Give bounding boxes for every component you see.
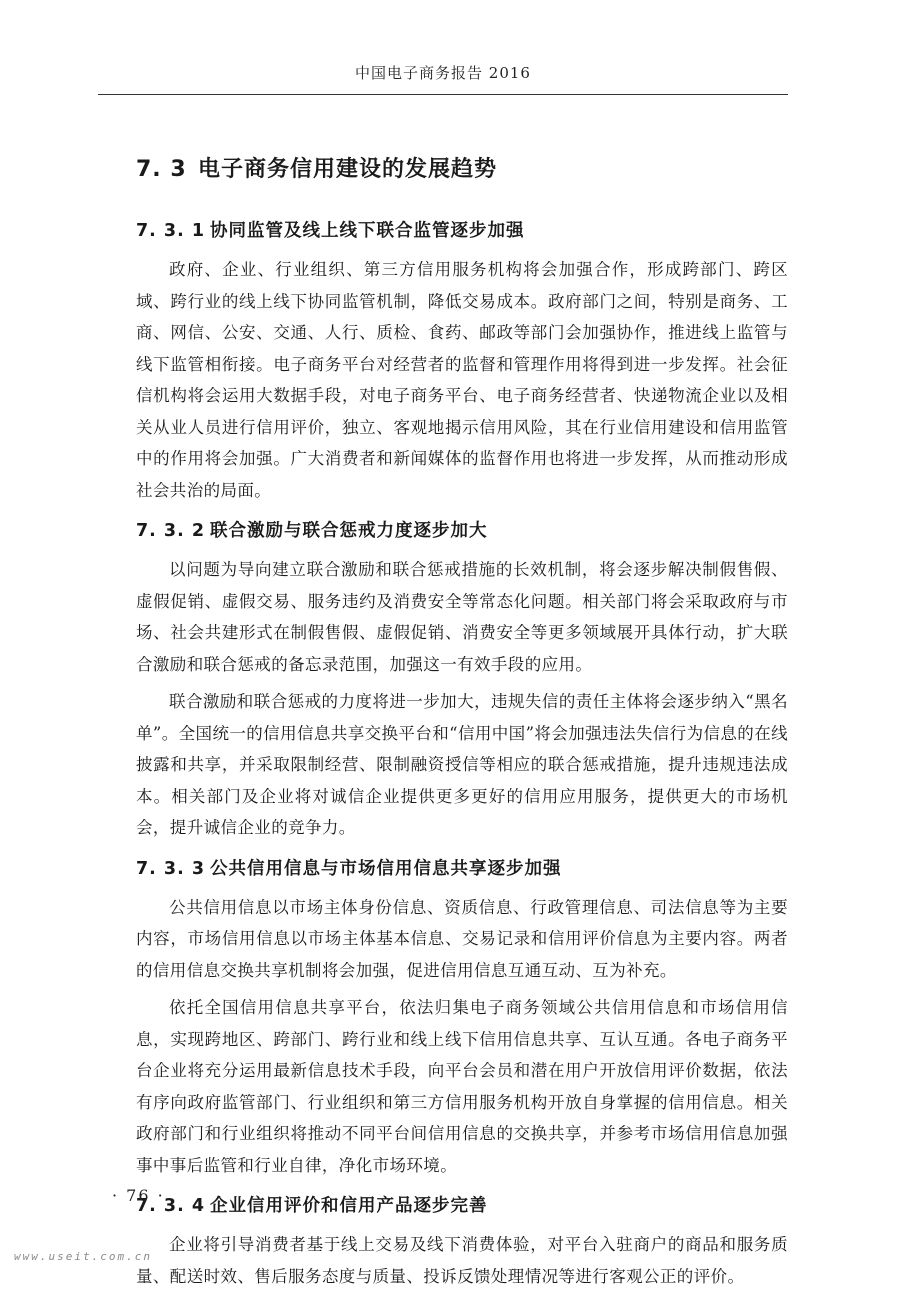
header-rule	[98, 94, 788, 95]
subsection-7-3-3	[136, 854, 788, 1182]
watermark: www.useit.com.cn	[14, 1250, 152, 1263]
subsection-7-3-4	[136, 1191, 788, 1292]
paragraph: 依托全国信用信息共享平台，依法归集电子商务领域公共信用信息和市场信用信息，实现跨地区、跨部门、跨行业和线上线下信用信息共享、互认互通。各电子商务平台企业将充分运用最新信息技术手段，向平台会员和潜在用户开放信用评价数据，依法有序向政府监管部门、行业组织和第三方信用服务机构开放自身掌握的信用信息。相关政府部门和行业组织将推动不同平台间信用信息的交换共享，并参考市场信用信息加强事中事后监管和行业自律，净化市场环境。	[136, 998, 788, 1175]
subsection-title	[136, 1191, 788, 1221]
paragraph: 以问题为导向建立联合激励和联合惩戒措施的长效机制，将会逐步解决制假售假、虚假促销、虚假交易、服务违约及消费安全等常态化问题。相关部门将会采取政府与市场、社会共建形式在制假售假、虚假促销、消费安全等更多领域展开具体行动，扩大联合激励和联合惩戒的备忘录范围，加强这一有效手段的应用。	[136, 560, 788, 674]
running-header: 中国电子商务报告 2016	[355, 64, 531, 82]
paragraph: 公共信用信息以市场主体身份信息、资质信息、行政管理信息、司法信息等为主要内容，市场信用信息以市场主体基本信息、交易记录和信用评价信息为主要内容。两者的信用信息交换共享机制将会加强，促进信用信息互通互动、互为补充。	[136, 897, 788, 980]
subsection-title-text: 企业信用评价和信用产品逐步完善	[210, 1196, 488, 1216]
subsection-title	[136, 216, 788, 246]
section-number: 7. 3	[136, 157, 187, 182]
subsection-title	[136, 516, 788, 546]
subsection-7-3-2	[136, 516, 788, 844]
subsection-number: 7. 3. 1	[136, 221, 206, 241]
section-title	[136, 150, 788, 190]
subsection-title-text: 协同监管及线上线下联合监管逐步加强	[210, 221, 525, 241]
subsection-title	[136, 854, 788, 884]
subsection-number: 7. 3. 4	[136, 1196, 206, 1216]
paragraph: 联合激励和联合惩戒的力度将进一步加大，违规失信的责任主体将会逐步纳入“黑名单”。全国统一的信用信息共享交换平台和“信用中国”将会加强违法失信行为信息的在线披露和共享，并采取限制经营、限制融资授信等相应的联合惩戒措施，提升违规违法成本。相关部门及企业将对诚信企业提供更多更好的信用应用服务，提供更大的市场机会，提升诚信企业的竞争力。	[136, 692, 788, 837]
subsection-7-3-1	[136, 216, 788, 506]
page-number: · 76 ·	[112, 1186, 165, 1205]
subsection-title-text: 公共信用信息与市场信用信息共享逐步加强	[210, 858, 562, 879]
section-title-text: 电子商务信用建设的发展趋势	[198, 157, 498, 182]
paragraph: 政府、企业、行业组织、第三方信用服务机构将会加强合作，形成跨部门、跨区域、跨行业的线上线下协同监管机制，降低交易成本。政府部门之间，特别是商务、工商、网信、公安、交通、人行、质检、食药、邮政等部门会加强协作，推进线上监管与线下监管相衔接。电子商务平台对经营者的监督和管理作用将得到进一步发挥。社会征信机构将会运用大数据手段，对电子商务平台、电子商务经营者、快递物流企业以及相关从业人员进行信用评价，独立、客观地揭示信用风险，其在行业信用建设和信用监管中的作用将会加强。广大消费者和新闻媒体的监督作用也将进一步发挥，从而推动形成社会共治的局面。	[136, 260, 788, 500]
subsection-number: 7. 3. 2	[136, 521, 206, 541]
subsection-number: 7. 3. 3	[136, 858, 206, 879]
page-content	[136, 150, 788, 1302]
subsection-title-text: 联合激励与联合惩戒力度逐步加大	[210, 521, 488, 541]
paragraph: 企业将引导消费者基于线上交易及线下消费体验，对平台入驻商户的商品和服务质量、配送时效、售后服务态度与质量、投诉反馈处理情况等进行客观公正的评价。	[136, 1235, 788, 1286]
